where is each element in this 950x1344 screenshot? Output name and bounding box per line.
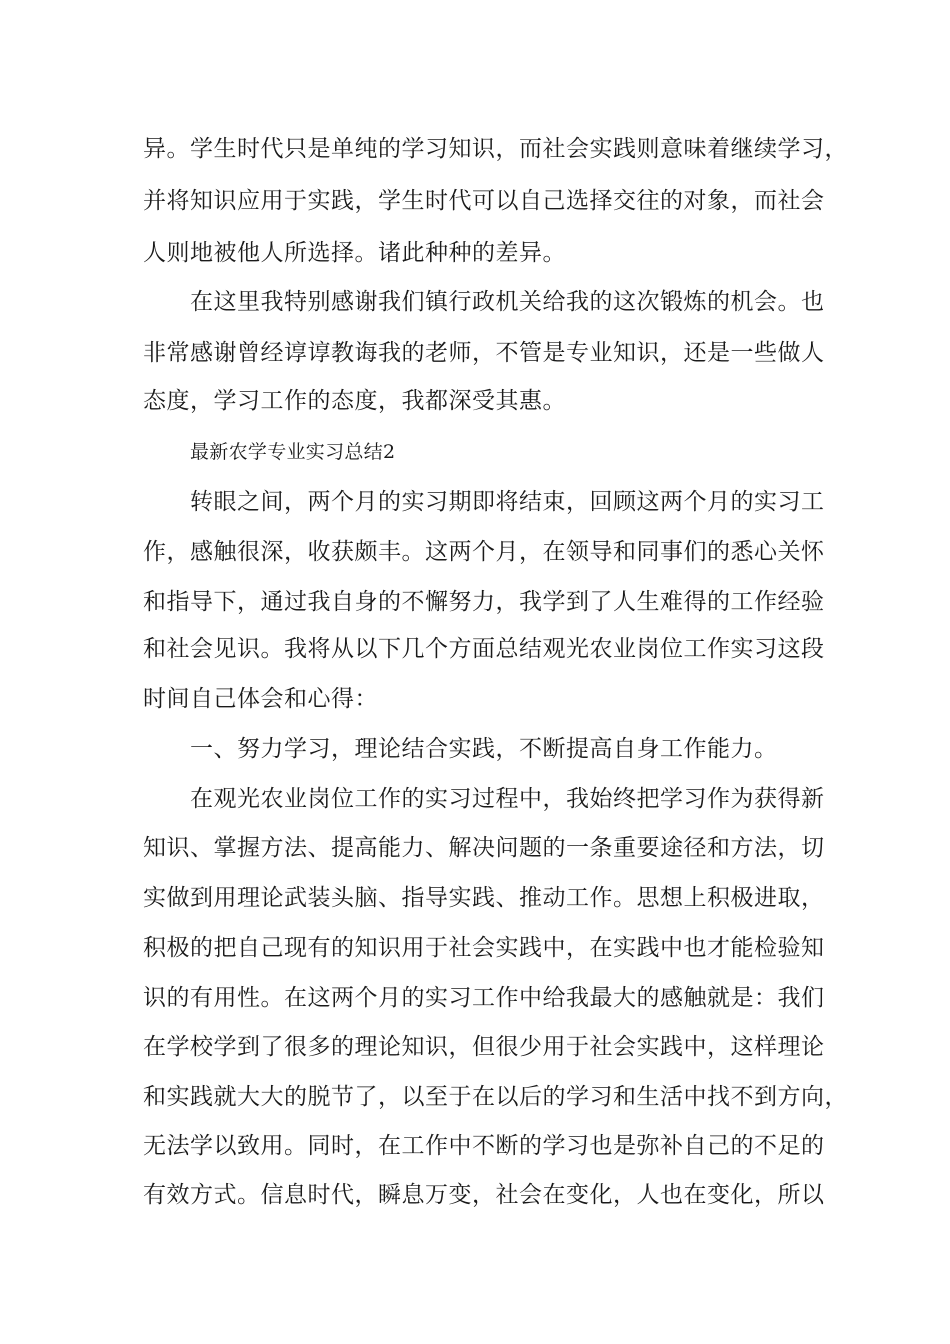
text-line: 无法学以致用。同时，在工作中不断的学习也是弥补自己的不足的: [143, 1133, 825, 1159]
subheading-line: 一、努力学习，理论结合实践，不断提高自身工作能力。: [190, 736, 778, 762]
text-line: 和指导下，通过我自身的不懈努力，我学到了人生难得的工作经验: [143, 589, 825, 615]
text-line: 时间自己体会和心得：: [143, 686, 378, 712]
text-line: 并将知识应用于实践，学生时代可以自己选择交往的对象，而社会: [143, 188, 825, 214]
text-line: 在学校学到了很多的理论知识，但很少用于社会实践中，这样理论: [143, 1034, 825, 1060]
text-line: 作，感触很深，收获颇丰。这两个月，在领导和同事们的悉心关怀: [143, 539, 825, 565]
text-line: 和实践就大大的脱节了，以至于在以后的学习和生活中找不到方向，: [143, 1084, 848, 1110]
text-line: 人则地被他人所选择。诸此种种的差异。: [143, 240, 566, 266]
text-line: 知识、掌握方法、提高能力、解决问题的一条重要途径和方法，切: [143, 835, 825, 861]
text-line: 积极的把自己现有的知识用于社会实践中，在实践中也才能检验知: [143, 935, 825, 961]
text-line: 异。学生时代只是单纯的学习知识，而社会实践则意味着继续学习，: [143, 136, 848, 162]
text-line: 和社会见识。我将从以下几个方面总结观光农业岗位工作实习这段: [143, 636, 825, 662]
text-line: 识的有用性。在这两个月的实习工作中给我最大的感触就是：我们: [143, 985, 825, 1011]
text-line: 态度，学习工作的态度，我都深受其惠。: [143, 388, 566, 414]
text-line: 有效方式。信息时代，瞬息万变，社会在变化，人也在变化，所以: [143, 1182, 825, 1208]
paragraph-first-line: 在观光农业岗位工作的实习过程中，我始终把学习作为获得新: [190, 786, 825, 812]
paragraph-first-line: 转眼之间，两个月的实习期即将结束，回顾这两个月的实习工: [190, 489, 825, 515]
text-line: 非常感谢曾经谆谆教诲我的老师，不管是专业知识，还是一些做人: [143, 340, 825, 366]
paragraph-first-line: 在这里我特别感谢我们镇行政机关给我的这次锻炼的机会。也: [190, 289, 825, 315]
text-line: 实做到用理论武装头脑、指导实践、推动工作。思想上积极进取，: [143, 885, 825, 911]
section-heading: 最新农学专业实习总结2: [190, 441, 396, 463]
